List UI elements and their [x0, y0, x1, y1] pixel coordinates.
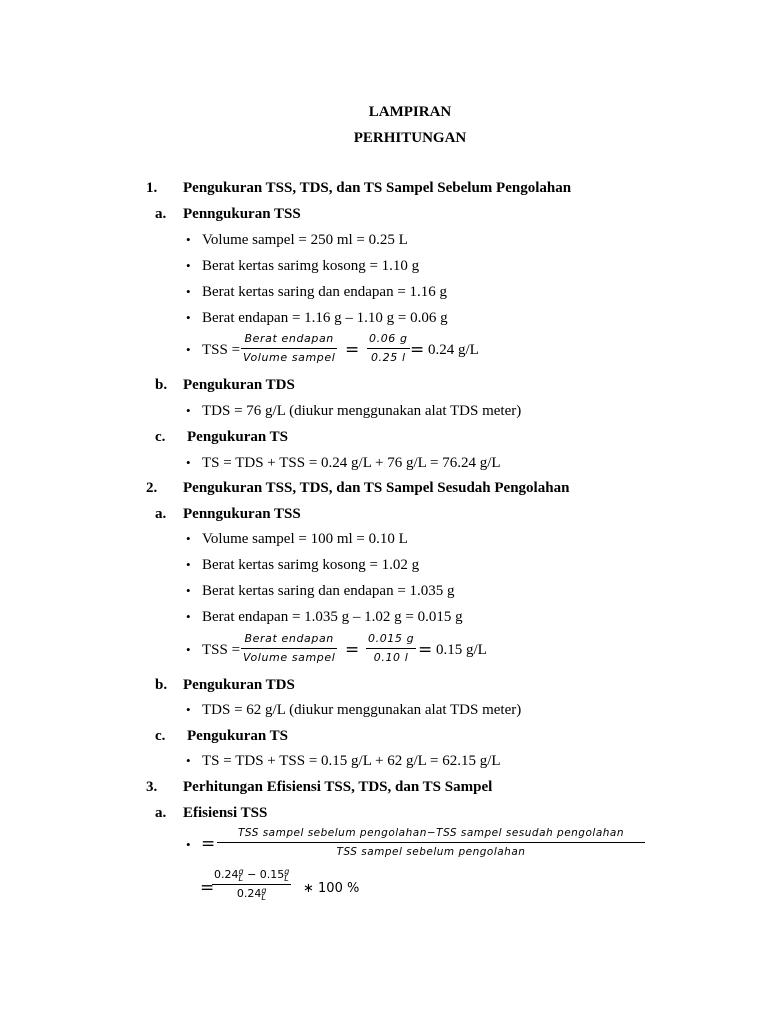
fraction-numerator: TSS sampel sebelum pengolahan−TSS sampel sesudah pengolahan — [237, 827, 624, 839]
unit-g: g — [284, 867, 290, 876]
section-number: 2. — [146, 480, 158, 496]
section-heading: Perhitungan Efisiensi TSS, TDS, dan TS Sampel — [183, 779, 493, 795]
subsection-label: a. — [155, 805, 167, 821]
bullet-icon: • — [186, 284, 191, 299]
bullet-icon: • — [186, 531, 191, 546]
formula-prefix: TSS = — [202, 642, 241, 658]
bullet-icon: • — [186, 642, 191, 657]
bullet-icon: • — [186, 232, 191, 247]
bullet-icon: • — [186, 455, 191, 470]
fraction-denominator — [235, 887, 269, 901]
unit-l: L — [238, 874, 243, 883]
subsection-label: c. — [155, 429, 166, 445]
formula-prefix: TSS = — [202, 342, 241, 358]
fraction-bar — [366, 648, 416, 649]
list-item: TS = TDS + TSS = 0.24 g/L + 76 g/L = 76.24 g/L — [202, 455, 501, 471]
list-item: Berat kertas saring dan endapan = 1.16 g — [202, 284, 448, 300]
multiply-percent: ∗ 100 % — [303, 881, 360, 896]
list-item: TDS = 62 g/L (diukur menggunakan alat TDS meter) — [202, 702, 522, 718]
section-number: 1. — [146, 180, 158, 196]
fraction-values — [367, 332, 410, 365]
unit-l: L — [284, 874, 289, 883]
fraction-bar — [367, 348, 410, 349]
fraction-denominator: 0.25 l — [370, 351, 406, 364]
section-number: 3. — [146, 779, 158, 795]
bullet-icon: • — [186, 258, 191, 273]
bullet-icon: • — [186, 702, 191, 717]
fraction-efficiency — [217, 826, 645, 859]
bullet-icon: • — [186, 583, 191, 598]
fraction-bar — [241, 648, 337, 649]
fraction-numerator: Berat endapan — [244, 332, 334, 345]
unit-g: g — [261, 886, 267, 895]
subsection-label: b. — [155, 377, 168, 393]
fraction-bar — [217, 842, 645, 843]
list-item: TDS = 76 g/L (diukur menggunakan alat TDS meter) — [202, 403, 522, 419]
subsection-heading: Penngukuran TSS — [183, 206, 301, 222]
fraction-denominator: Volume sampel — [243, 351, 336, 364]
fraction-berat-volume — [241, 332, 337, 365]
bullet-icon: • — [186, 557, 191, 572]
fraction-denominator: TSS sampel sebelum pengolahan — [336, 846, 526, 858]
list-item: Berat kertas sarimg kosong = 1.10 g — [202, 258, 420, 274]
fraction-bar — [212, 884, 291, 885]
list-item: Berat endapan = 1.16 g – 1.10 g = 0.06 g — [202, 310, 448, 326]
subsection-heading: Pengukuran TS — [187, 429, 289, 445]
subsection-label: c. — [155, 728, 166, 744]
unit-fraction — [261, 887, 266, 901]
bullet-icon: • — [186, 837, 191, 852]
list-item: Volume sampel = 100 ml = 0.10 L — [202, 531, 408, 547]
equals-sign: = — [200, 878, 215, 898]
fraction-values — [366, 632, 416, 665]
formula-result: 0.15 g/L — [436, 642, 487, 658]
subsection-heading: Pengukuran TDS — [183, 377, 295, 393]
list-item: Berat kertas saring dan endapan = 1.035 g — [202, 583, 455, 599]
subsection-label: a. — [155, 206, 167, 222]
subsection-label: a. — [155, 506, 167, 522]
fraction-denominator: 0.10 l — [373, 651, 409, 664]
list-item: Berat endapan = 1.035 g – 1.02 g = 0.015 g — [202, 609, 463, 625]
subsection-label: b. — [155, 677, 168, 693]
unit-l: L — [261, 893, 266, 902]
unit-fraction — [239, 868, 244, 882]
fraction-numerator: 0.06 g — [369, 332, 408, 345]
title-lampiran: LAMPIRAN — [368, 104, 452, 120]
list-item: Volume sampel = 250 ml = 0.25 L — [202, 232, 408, 248]
equals-sign: = — [201, 834, 216, 854]
equals-sign: = — [410, 340, 425, 360]
value-sebelum: 0.24 — [236, 887, 262, 900]
list-item: TS = TDS + TSS = 0.15 g/L + 62 g/L = 62.15 g/L — [202, 753, 501, 769]
fraction-berat-volume — [241, 632, 337, 665]
bullet-icon: • — [186, 342, 191, 357]
fraction-calculation — [212, 868, 291, 901]
bullet-icon: • — [186, 609, 191, 624]
value-sesudah: − 0.15 — [247, 868, 285, 881]
fraction-denominator: Volume sampel — [243, 651, 336, 664]
fraction-numerator: 0.015 g — [368, 632, 415, 645]
equals-sign: = — [345, 640, 360, 660]
subsection-heading: Pengukuran TS — [187, 728, 289, 744]
bullet-icon: • — [186, 310, 191, 325]
value-sebelum: 0.24 — [214, 868, 239, 881]
list-item: Berat kertas sarimg kosong = 1.02 g — [202, 557, 420, 573]
title-perhitungan: PERHITUNGAN — [353, 130, 467, 146]
subsection-heading: Penngukuran TSS — [183, 506, 301, 522]
bullet-icon: • — [186, 403, 191, 418]
equals-sign: = — [418, 640, 433, 660]
fraction-bar — [241, 348, 337, 349]
section-heading: Pengukuran TSS, TDS, dan TS Sampel Sebelum Pengolahan — [183, 180, 572, 196]
fraction-numerator — [212, 868, 291, 882]
formula-result: 0.24 g/L — [428, 342, 479, 358]
unit-fraction — [284, 868, 289, 882]
subsection-heading: Pengukuran TDS — [183, 677, 295, 693]
equals-sign: = — [345, 340, 360, 360]
bullet-icon: • — [186, 753, 191, 768]
section-heading: Pengukuran TSS, TDS, dan TS Sampel Sesudah Pengolahan — [183, 480, 570, 496]
unit-g: g — [238, 867, 244, 876]
fraction-numerator: Berat endapan — [244, 632, 334, 645]
subsection-heading: Efisiensi TSS — [183, 805, 268, 821]
